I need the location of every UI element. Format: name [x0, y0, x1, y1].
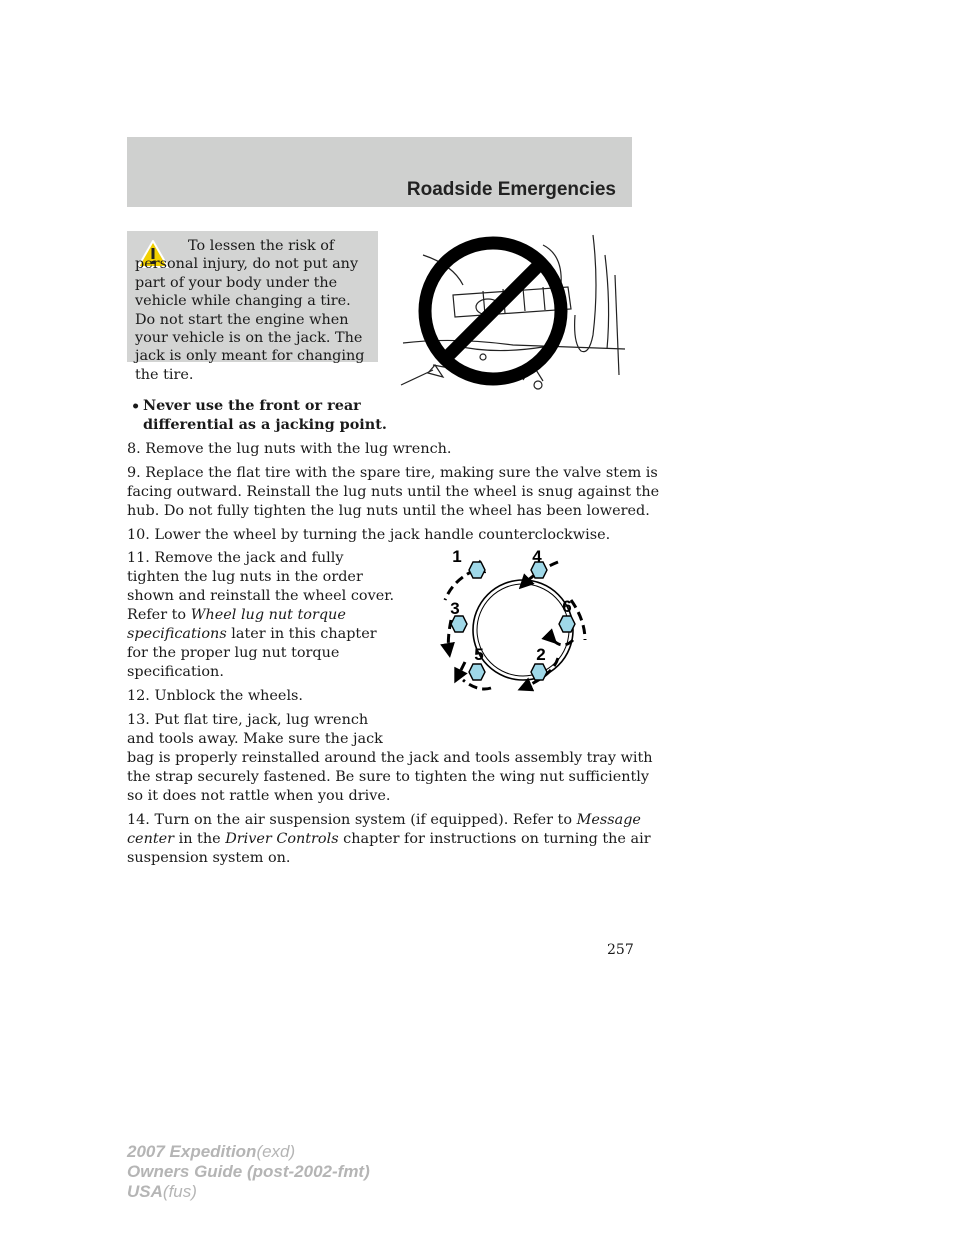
bullet-line-1: Never use the front or rear	[143, 397, 361, 414]
step-11-line-3: shown and reinstall the wheel cover.	[127, 588, 395, 604]
step-14-line-3: suspension system on.	[127, 850, 291, 866]
bullet-marker: •	[131, 398, 141, 415]
no-differential-jacking-icon	[393, 225, 633, 395]
step-12: 12. Unblock the wheels.	[127, 688, 304, 704]
step-13-line-1: 13. Put flat tire, jack, lug wrench	[127, 712, 369, 728]
step-11-line-1: 11. Remove the jack and fully	[127, 550, 344, 566]
section-title: Roadside Emergencies	[406, 179, 616, 200]
warning-box	[127, 231, 378, 383]
lug-label-3: 3	[450, 599, 460, 618]
step-11-line-2: tighten the lug nuts in the order	[127, 569, 363, 585]
step-13-line-5: so it does not rattle when you drive.	[127, 788, 391, 804]
warning-text: To lessen the risk of personal injury, do not put any part of your body under the vehicle while changing a tire. Do not start the engine when your vehicle is on the jack. The jack is only meant for changing the tire.	[135, 238, 365, 383]
document-footer: 2007 Expedition(exd) Owners Guide (post-2002-fmt) USA(fus)	[127, 1142, 370, 1201]
step-13-line-3: bag is properly reinstalled around the jack and tools assembly tray with	[127, 750, 653, 766]
lug-label-2: 2	[536, 645, 546, 664]
step-9-line-1: 9. Replace the flat tire with the spare tire, making sure the valve stem is	[127, 465, 658, 481]
step-11-line-6: for the proper lug nut torque	[127, 645, 340, 661]
reference-center: center	[127, 831, 175, 847]
section-header	[127, 137, 632, 207]
lug-label-5: 5	[474, 645, 484, 664]
step-11-line-5: specifications later in this chapter	[127, 626, 377, 642]
lug-label-6: 6	[562, 597, 572, 616]
reference-title: Wheel lug nut torque	[190, 607, 346, 623]
lug-label-4: 4	[532, 547, 542, 566]
step-11-line-7: specification.	[127, 664, 224, 680]
step-9-line-2: facing outward. Reinstall the lug nuts until the wheel is snug against the	[127, 484, 660, 500]
step-10: 10. Lower the wheel by turning the jack handle counterclockwise.	[127, 527, 611, 543]
step-14-line-2: center in the Driver Controls chapter for instructions on turning the air	[127, 831, 651, 847]
step-8: 8. Remove the lug nuts with the lug wrench.	[127, 441, 452, 457]
step-11-line-4: Refer to Wheel lug nut torque	[127, 607, 346, 623]
lug-label-1: 1	[452, 547, 462, 566]
reference-chapter: Driver Controls	[225, 831, 339, 847]
reference-message: Message	[576, 812, 641, 828]
reference-title-cont: specifications	[127, 626, 227, 642]
lug-nut-sequence-icon	[423, 540, 593, 700]
bullet-line-2: differential as a jacking point.	[143, 416, 387, 433]
step-13-line-2: and tools away. Make sure the jack	[127, 731, 383, 747]
step-13-line-4: the strap securely fastened. Be sure to tighten the wing nut sufficiently	[127, 769, 649, 785]
step-14-line-1: 14. Turn on the air suspension system (if equipped). Refer to Message	[127, 812, 641, 828]
step-9-line-3: hub. Do not fully tighten the lug nuts until the wheel has been lowered.	[127, 503, 650, 519]
page-number: 257	[607, 942, 634, 958]
